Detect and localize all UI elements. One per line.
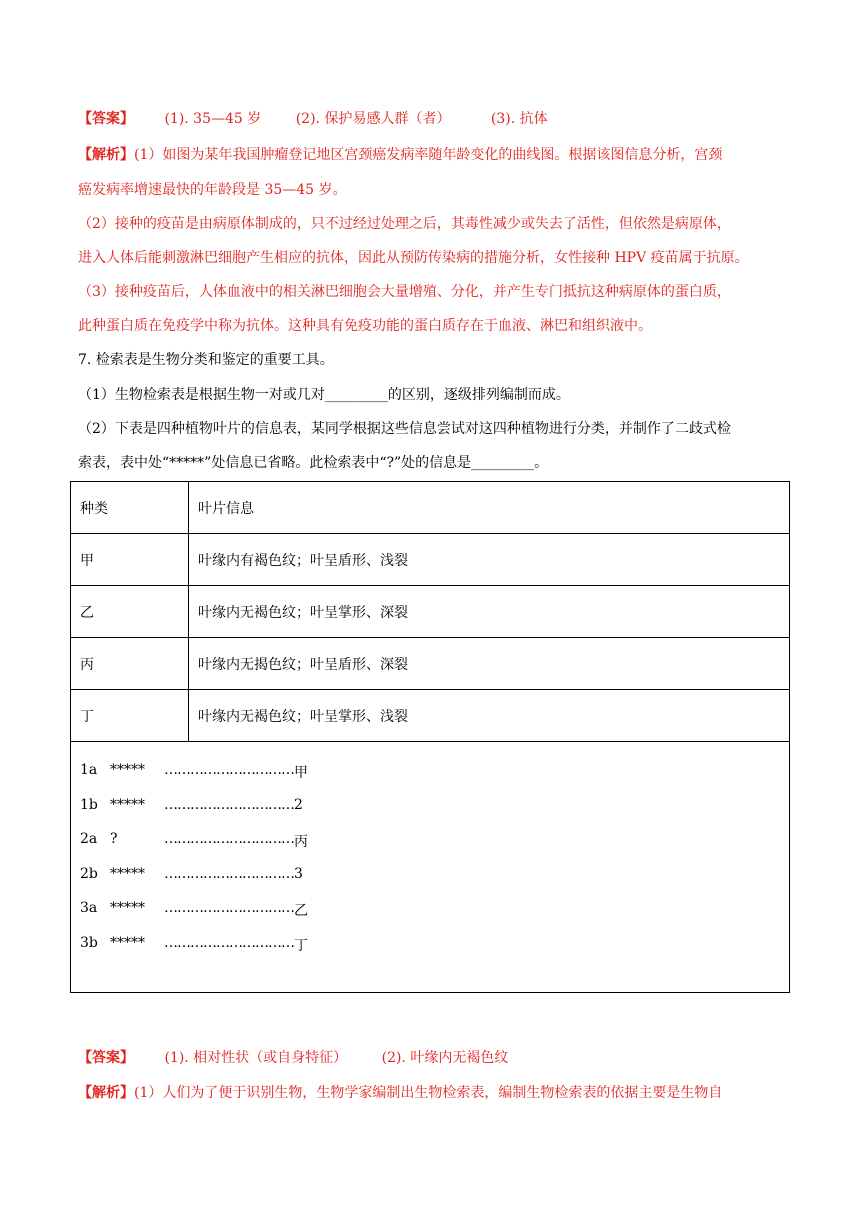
key-dots: ………………………… [164, 934, 294, 951]
key-dots: ………………………… [164, 762, 294, 778]
key-desc: ? [110, 831, 118, 848]
key-code: 2a [80, 831, 98, 848]
table-row [71, 638, 790, 690]
key-line [80, 935, 789, 970]
answer-line-2 [78, 1048, 508, 1068]
analysis-line-2: 癌发病率增速最快的年龄段是 35—45 岁。 [78, 182, 347, 198]
question-part-2-line-2: 索表，表中处“*****”处信息已省略。此检索表中“?”处的信息是_________。 [78, 455, 549, 471]
analysis-text: (1）人们为了便于识别生物，生物学家编制出生物检索表，编制生物检索表的依据主要是生物自 [134, 1085, 723, 1101]
table-row [71, 690, 790, 742]
analysis-line-final [78, 1083, 722, 1103]
leaf-info-cell: 叶缘内无褐色纹；叶呈掌形、浅裂 [189, 690, 790, 742]
species-cell: 丁 [71, 690, 189, 742]
key-result: 2 [294, 796, 303, 813]
species-cell: 乙 [71, 586, 189, 638]
leaf-info-cell: 叶缘内无揭色纹；叶呈盾形、深裂 [189, 638, 790, 690]
key-code: 3b [80, 934, 98, 951]
analysis-text: (1）如图为某年我国肿瘤登记地区宫颈癌发病率随年龄变化的曲线图。根据该图信息分析，宫颈 [134, 147, 723, 163]
key-result: 乙 [294, 903, 308, 920]
key-code: 2b [80, 865, 98, 882]
key-desc: ***** [110, 796, 145, 813]
answer-item-1: (1). 相对性状（或自身特征） [164, 1050, 348, 1066]
key-dots: ………………………… [164, 831, 294, 848]
key-code: 1a [80, 762, 98, 778]
answer-item-2: (2). 叶缘内无褐色纹 [381, 1050, 509, 1066]
leaf-info-cell: 叶缘内无褐色纹；叶呈掌形、深裂 [189, 586, 790, 638]
analysis-line-3: （2）接种的疫苗是由病原体制成的，只不过经过处理之后，其毒性减少或失去了活性，但依然是病原体， [78, 216, 731, 232]
answer-item-2: (2). 保护易感人群（者） [295, 111, 451, 127]
answer-item-1: (1). 35—45 岁 [164, 111, 262, 127]
analysis-tag: 【解析】 [78, 147, 134, 163]
header-leaf-info: 叶片信息 [189, 482, 790, 534]
question-part-2-line-1: （2）下表是四种植物叶片的信息表，某同学根据这些信息尝试对这四种植物进行分类，并制作了二歧式检 [78, 421, 731, 437]
header-species: 种类 [71, 482, 189, 534]
key-line [80, 797, 789, 832]
answer-line-1 [78, 109, 548, 129]
analysis-line-6: 此种蛋白质在免疫学中称为抗体。这种具有免疫功能的蛋白质存在于血液、淋巴和组织液中。 [78, 318, 652, 334]
species-cell: 甲 [71, 534, 189, 586]
table-row [71, 534, 790, 586]
answer-tag: 【答案】 [78, 111, 134, 127]
key-line [80, 866, 789, 901]
key-result: 甲 [294, 765, 308, 781]
key-desc: ***** [110, 934, 145, 951]
key-desc: ***** [110, 865, 145, 882]
key-dots: ………………………… [164, 796, 294, 813]
key-desc: ***** [110, 900, 145, 917]
analysis-tag: 【解析】 [78, 1085, 134, 1101]
answer-item-3: (3). 抗体 [490, 111, 548, 127]
question-title: 7. 检索表是生物分类和鉴定的重要工具。 [78, 352, 334, 368]
leaf-info-table [70, 481, 790, 993]
answer-tag: 【答案】 [78, 1050, 134, 1066]
key-dots: ………………………… [164, 865, 294, 882]
question-part-1: （1）生物检索表是根据生物一对或几对_________的区别，逐级排列编制而成。 [78, 387, 570, 403]
key-code: 1b [80, 796, 98, 813]
key-line [80, 762, 789, 797]
species-cell: 丙 [71, 638, 189, 690]
key-line [80, 900, 789, 935]
key-result: 丙 [294, 834, 308, 851]
leaf-info-cell: 叶缘内有褐色纹；叶呈盾形、浅裂 [189, 534, 790, 586]
key-dots: ………………………… [164, 900, 294, 917]
key-result: 3 [294, 865, 303, 882]
dichotomous-key [71, 742, 790, 993]
analysis-line-4: 进入人体后能刺激淋巴细胞产生相应的抗体，因此从预防传染病的措施分析，女性接种 HPV 疫苗属于抗原。 [78, 250, 749, 266]
key-result: 丁 [294, 937, 308, 954]
table-row [71, 586, 790, 638]
key-row [71, 742, 790, 993]
table-header-row [71, 482, 790, 534]
key-desc: ***** [110, 762, 145, 778]
key-code: 3a [80, 900, 98, 917]
analysis-line-5: （3）接种疫苗后，人体血液中的相关淋巴细胞会大量增殖、分化，并产生专门抵抗这种病原体的蛋白质， [78, 284, 731, 300]
key-line [80, 831, 789, 866]
analysis-line-1 [78, 145, 722, 165]
